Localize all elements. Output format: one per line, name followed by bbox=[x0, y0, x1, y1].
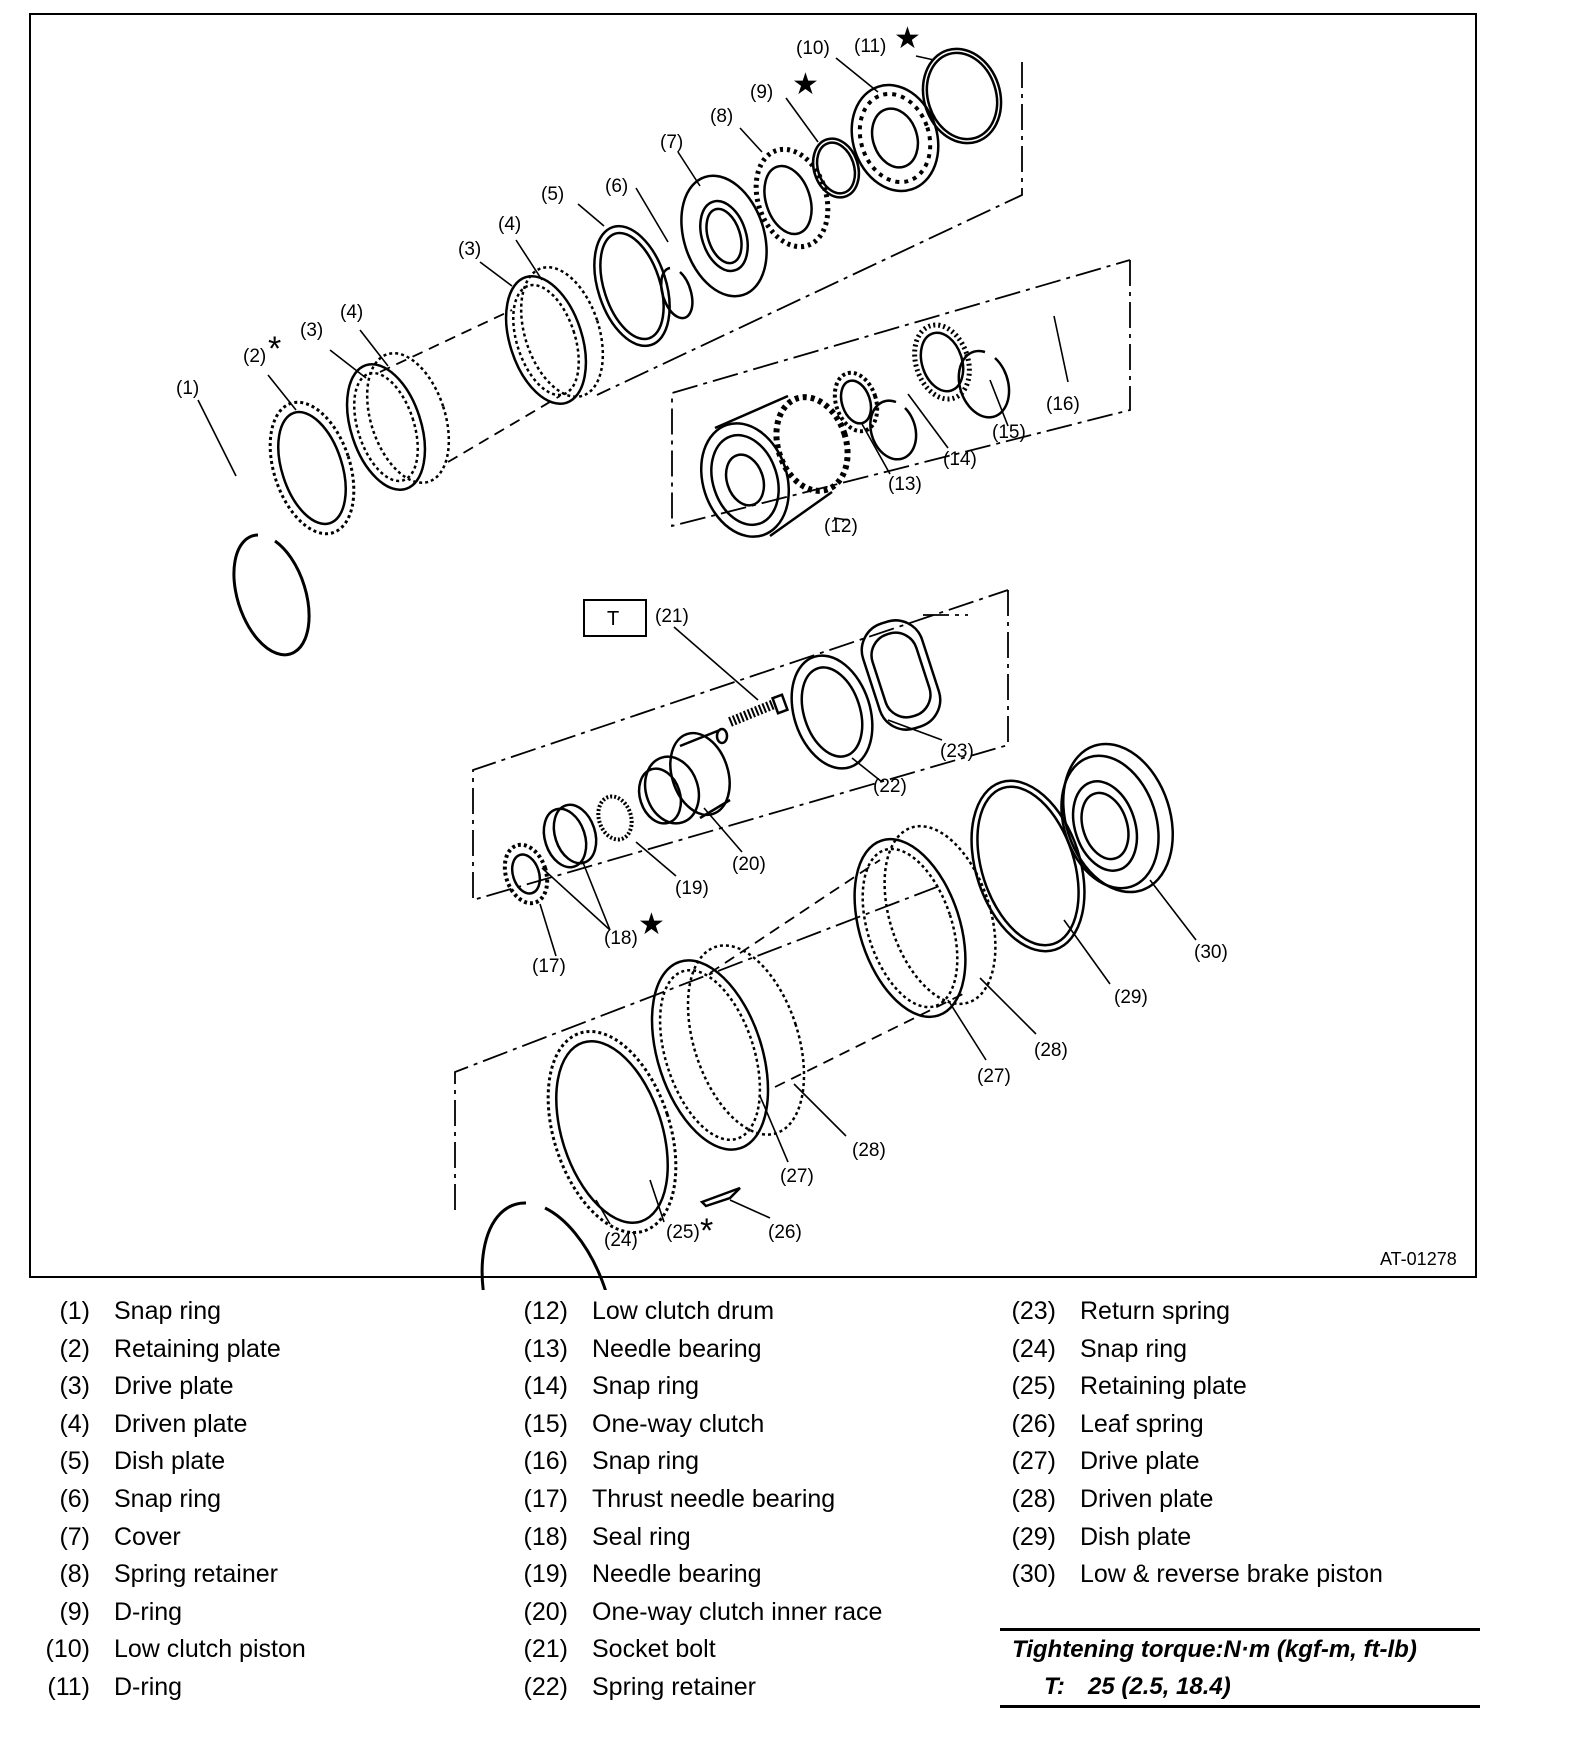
label-tightening-box: T bbox=[607, 608, 620, 630]
part-18-seal-ring bbox=[537, 799, 604, 872]
legend-number: (20) bbox=[523, 1597, 568, 1626]
figure-id: AT-01278 bbox=[1380, 1249, 1457, 1269]
legend-number: (24) bbox=[1011, 1334, 1056, 1363]
part-8-spring-retainer bbox=[744, 140, 840, 256]
legend-label: Snap ring bbox=[592, 1372, 700, 1401]
callout-label: (9) bbox=[750, 82, 774, 103]
part-1-snap-ring bbox=[234, 535, 309, 655]
callout-label: (21) bbox=[655, 606, 689, 627]
legend-label: Dish plate bbox=[114, 1447, 226, 1476]
part-17-thrust-needle-bearing bbox=[498, 839, 555, 908]
legend-label: Socket bolt bbox=[592, 1635, 716, 1664]
part-6-snap-ring bbox=[661, 268, 692, 318]
legend-label: Drive plate bbox=[1080, 1447, 1200, 1476]
legend-number: (30) bbox=[1011, 1560, 1056, 1589]
callout-label: (1) bbox=[176, 378, 200, 399]
callout-label: (27) bbox=[780, 1166, 814, 1187]
legend-label: Needle bearing bbox=[592, 1334, 762, 1363]
legend-number: (21) bbox=[523, 1635, 568, 1664]
legend-label: One-way clutch inner race bbox=[592, 1597, 883, 1626]
legend-number: (23) bbox=[1011, 1297, 1056, 1325]
legend-number: (16) bbox=[523, 1447, 568, 1476]
star-icon: ★ bbox=[894, 22, 921, 55]
legend-label: Leaf spring bbox=[1080, 1409, 1204, 1438]
legend-label: Drive plate bbox=[114, 1372, 234, 1401]
legend-number: (14) bbox=[523, 1372, 568, 1401]
legend-number: (28) bbox=[1011, 1484, 1056, 1513]
part-25-retaining-plate bbox=[525, 1015, 700, 1249]
legend-label: Snap ring bbox=[592, 1447, 700, 1476]
callout-label: (28) bbox=[852, 1140, 886, 1161]
callout-label: (4) bbox=[340, 302, 364, 323]
callout-label: (16) bbox=[1046, 394, 1080, 415]
callout-label: (3) bbox=[458, 239, 482, 260]
part-27-28-plates-rear bbox=[834, 812, 1016, 1031]
callout-label: (15) bbox=[992, 422, 1026, 443]
torque-title: Tightening torque:N·m (kgf-m, ft-lb) bbox=[1012, 1636, 1417, 1663]
callout-label: (7) bbox=[660, 132, 684, 153]
legend-number: (4) bbox=[59, 1409, 90, 1438]
legend-number: (17) bbox=[523, 1484, 568, 1513]
part-2-retaining-plate bbox=[255, 392, 369, 545]
star-icon: ★ bbox=[638, 908, 665, 941]
legend-label: D-ring bbox=[114, 1597, 183, 1626]
legend-number: (19) bbox=[523, 1560, 568, 1589]
legend-label: Snap ring bbox=[114, 1484, 222, 1513]
part-13-needle-bearing bbox=[828, 367, 885, 436]
legend-number: (3) bbox=[59, 1372, 90, 1401]
legend-number: (13) bbox=[523, 1334, 568, 1363]
legend-number: (9) bbox=[59, 1597, 90, 1626]
torque-top-rule bbox=[1000, 1628, 1480, 1631]
part-23-return-spring bbox=[855, 613, 948, 737]
part-22-spring-retainer bbox=[778, 645, 886, 779]
callout-label: (24) bbox=[604, 1230, 638, 1251]
legend-label: Return spring bbox=[1080, 1297, 1231, 1325]
legend-label: Low clutch piston bbox=[114, 1635, 306, 1664]
part-21-socket-bolt bbox=[717, 695, 787, 743]
callout-label: (28) bbox=[1034, 1040, 1068, 1061]
star-icon: ★ bbox=[792, 68, 819, 101]
asterisk-icon: * bbox=[268, 330, 282, 368]
callout-label: (19) bbox=[675, 878, 709, 899]
callout-label: (26) bbox=[768, 1222, 802, 1243]
part-30-low-reverse-brake-piston bbox=[1045, 730, 1191, 907]
part-20-one-way-clutch-inner-race bbox=[632, 725, 739, 830]
legend-number: (15) bbox=[523, 1409, 568, 1438]
callout-label: (6) bbox=[605, 176, 629, 197]
legend-number: (26) bbox=[1011, 1409, 1056, 1438]
callout-label: (30) bbox=[1194, 942, 1228, 963]
callout-label: (8) bbox=[710, 106, 734, 127]
part-5-dish-plate bbox=[581, 217, 684, 356]
asterisk-icon: * bbox=[700, 1212, 714, 1250]
part-10-low-clutch-piston bbox=[838, 74, 951, 203]
callout-label: (25) bbox=[666, 1222, 700, 1243]
legend-number: (10) bbox=[45, 1635, 90, 1664]
legend-number: (1) bbox=[59, 1297, 90, 1325]
legend-label: Dish plate bbox=[1080, 1522, 1192, 1551]
callout-label: (4) bbox=[498, 214, 522, 235]
legend-label: One-way clutch bbox=[592, 1409, 765, 1438]
legend-label: Cover bbox=[114, 1522, 181, 1551]
legend-label: Driven plate bbox=[1080, 1484, 1214, 1513]
callout-label: (22) bbox=[873, 776, 907, 797]
legend-number: (29) bbox=[1011, 1522, 1056, 1551]
part-27-28-plates-front bbox=[630, 931, 825, 1165]
torque-value: 25 (2.5, 18.4) bbox=[1088, 1673, 1231, 1700]
callout-label: (29) bbox=[1114, 987, 1148, 1008]
part-11-d-ring bbox=[911, 39, 1013, 154]
legend-label: Driven plate bbox=[114, 1409, 248, 1438]
legend-number: (6) bbox=[59, 1484, 90, 1513]
callout-label: (2) bbox=[243, 346, 267, 367]
part-26-leaf-spring bbox=[702, 1188, 740, 1206]
legend-label: Needle bearing bbox=[592, 1560, 762, 1589]
legend-number: (11) bbox=[47, 1672, 90, 1701]
legend-number: (25) bbox=[1011, 1372, 1056, 1401]
callout-label: (14) bbox=[943, 449, 977, 470]
part-3-4-plates-right bbox=[491, 257, 618, 414]
legend-number: (2) bbox=[59, 1334, 90, 1363]
torque-key: T: bbox=[1044, 1673, 1065, 1700]
legend-label: Retaining plate bbox=[1080, 1372, 1247, 1401]
legend-number: (7) bbox=[59, 1522, 90, 1551]
legend-number: (8) bbox=[59, 1560, 90, 1589]
legend-number: (22) bbox=[523, 1672, 568, 1701]
part-15-one-way-clutch bbox=[906, 318, 979, 406]
legend-label: Snap ring bbox=[114, 1297, 222, 1325]
callout-label: (13) bbox=[888, 474, 922, 495]
callout-label: (27) bbox=[977, 1066, 1011, 1087]
legend-label: Seal ring bbox=[592, 1522, 691, 1551]
torque-bottom-rule bbox=[1000, 1705, 1480, 1708]
legend-number: (5) bbox=[59, 1447, 90, 1476]
legend-label: Snap ring bbox=[1080, 1334, 1188, 1363]
legend-number: (12) bbox=[523, 1297, 568, 1325]
callout-label: (18) bbox=[604, 928, 638, 949]
legend-label: D-ring bbox=[114, 1672, 183, 1701]
callout-label: (17) bbox=[532, 956, 566, 977]
callout-label: (23) bbox=[940, 741, 974, 762]
legend-label: Low & reverse brake piston bbox=[1080, 1560, 1383, 1589]
legend-label: Spring retainer bbox=[114, 1560, 278, 1589]
legend-label: Thrust needle bearing bbox=[592, 1484, 836, 1513]
legend-label: Spring retainer bbox=[592, 1672, 756, 1701]
callout-label: (5) bbox=[541, 184, 565, 205]
part-9-d-ring bbox=[806, 133, 866, 204]
callout-label: (10) bbox=[796, 38, 830, 59]
legend-number: (18) bbox=[523, 1522, 568, 1551]
part-19-needle-bearing bbox=[593, 792, 637, 844]
callout-label: (20) bbox=[732, 854, 766, 875]
legend-label: Retaining plate bbox=[114, 1334, 281, 1363]
callout-label: (3) bbox=[300, 320, 324, 341]
callout-labels bbox=[176, 36, 1457, 1269]
callout-label: (11) bbox=[854, 36, 887, 57]
legend-number: (27) bbox=[1011, 1447, 1056, 1476]
legend-label: Low clutch drum bbox=[592, 1297, 775, 1325]
callout-label: (12) bbox=[824, 516, 858, 537]
